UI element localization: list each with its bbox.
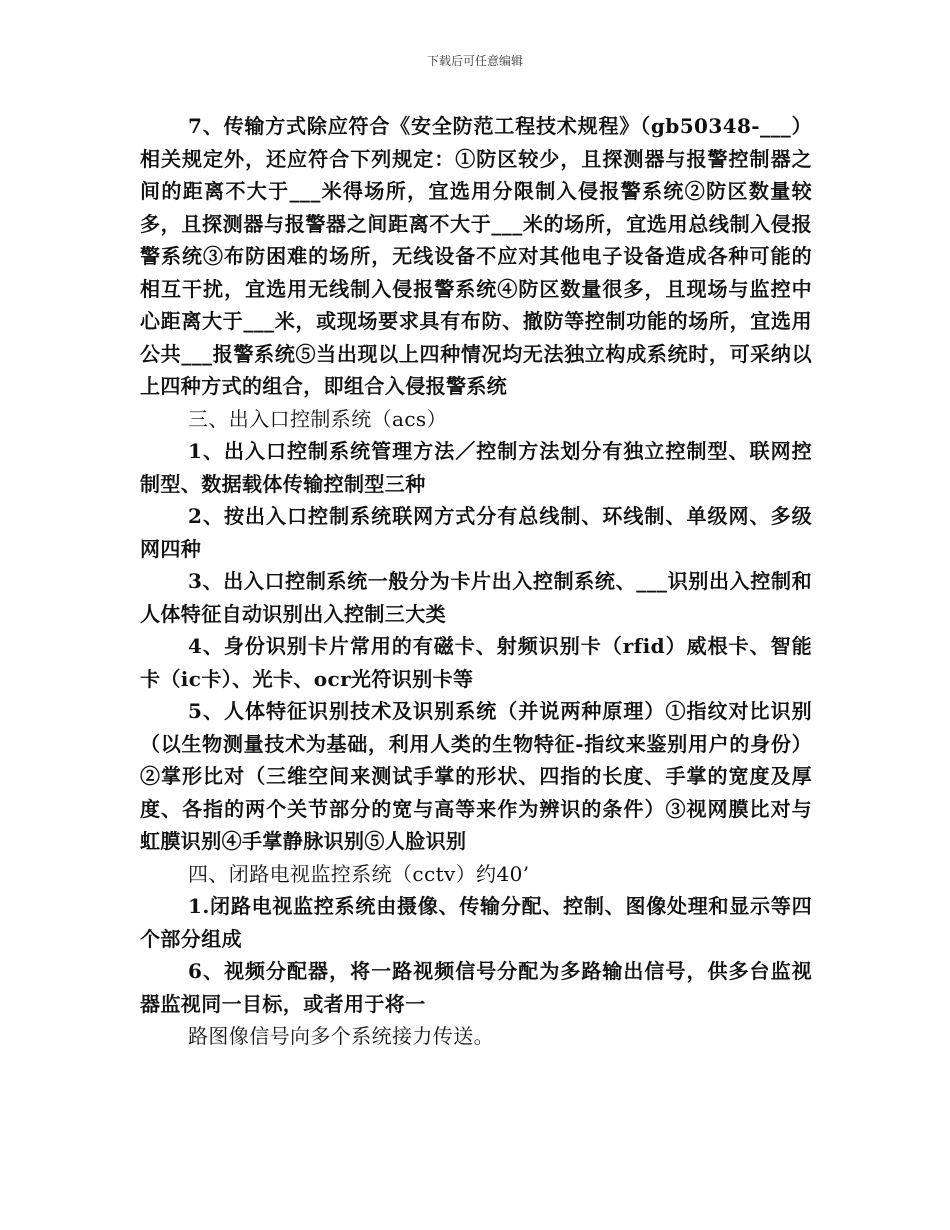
document-body — [140, 110, 812, 1053]
page-header: 下载后可任意编辑 — [426, 54, 523, 68]
paragraph-acs-4: 4、身份识别卡片常用的有磁卡、射频识别卡（rfid）威根卡、智能卡（ic卡）、光卡、ocr光符识别卡等 — [140, 634, 812, 691]
paragraph-cctv-1: 1.闭路电视监控系统由摄像、传输分配、控制、图像处理和显示等四个部分组成 — [140, 894, 812, 951]
section-heading-cctv: 四、闭路电视监控系统（cctv）约40’ — [188, 861, 530, 886]
paragraph-acs-3: 3、出入口控制系统一般分为卡片出入控制系统、___识别出入控制和人体特征自动识别出入控制三大类 — [140, 569, 812, 626]
paragraph-acs-2: 2、按出入口控制系统联网方式分有总线制、环线制、单级网、多级网四种 — [140, 504, 812, 561]
paragraph-acs-1: 1、出入口控制系统管理方法／控制方法划分有独立控制型、联网控制型、数据载体传输控制型三种 — [140, 439, 812, 496]
paragraph-transmission-rules: 7、传输方式除应符合《安全防范工程技术规程》（gb50348-___）相关规定外，还应符合下列规定：①防区较少，且探测器与报警控制器之间的距离不大于___米得场所，宜选用分限制入侵报警系统②防区数量较多，且探测器与报警器之间距离不大于___米的场所，宜选用总线制入侵报警系统③布防困难的场所，无线设备不应对其他电子设备造成各种可能的相互干扰，宜选用无线制入侵报警系统④防区数量很多，且现场与监控中心距离大于___米，或现场要求具有布防、撤防等控制功能的场所，宜选用公共___报警系统⑤当出现以上四种情况均无法独立构成系统时，可采纳以上四种方式的组合，即组合入侵报警系统 — [140, 114, 812, 398]
section-heading-acs: 三、出入口控制系统（acs） — [188, 406, 447, 431]
paragraph-cctv-6-continued: 路图像信号向多个系统接力传送。 — [188, 1024, 494, 1048]
paragraph-acs-5: 5、人体特征识别技术及识别系统（并说两种原理）①指纹对比识别（以生物测量技术为基础，利用人类的生物特征-指纹来鉴别用户的身份）②掌形比对（三维空间来测试手掌的形状、四指的长度、手掌的宽度及厚度、各指的两个关节部分的宽与高等来作为辨识的条件）③视网膜比对与虹膜识别④手掌静脉识别⑤人脸识别 — [140, 699, 812, 853]
paragraph-cctv-6: 6、视频分配器，将一路视频信号分配为多路输出信号，供多台监视器监视同一目标，或者用于将一 — [140, 959, 812, 1016]
